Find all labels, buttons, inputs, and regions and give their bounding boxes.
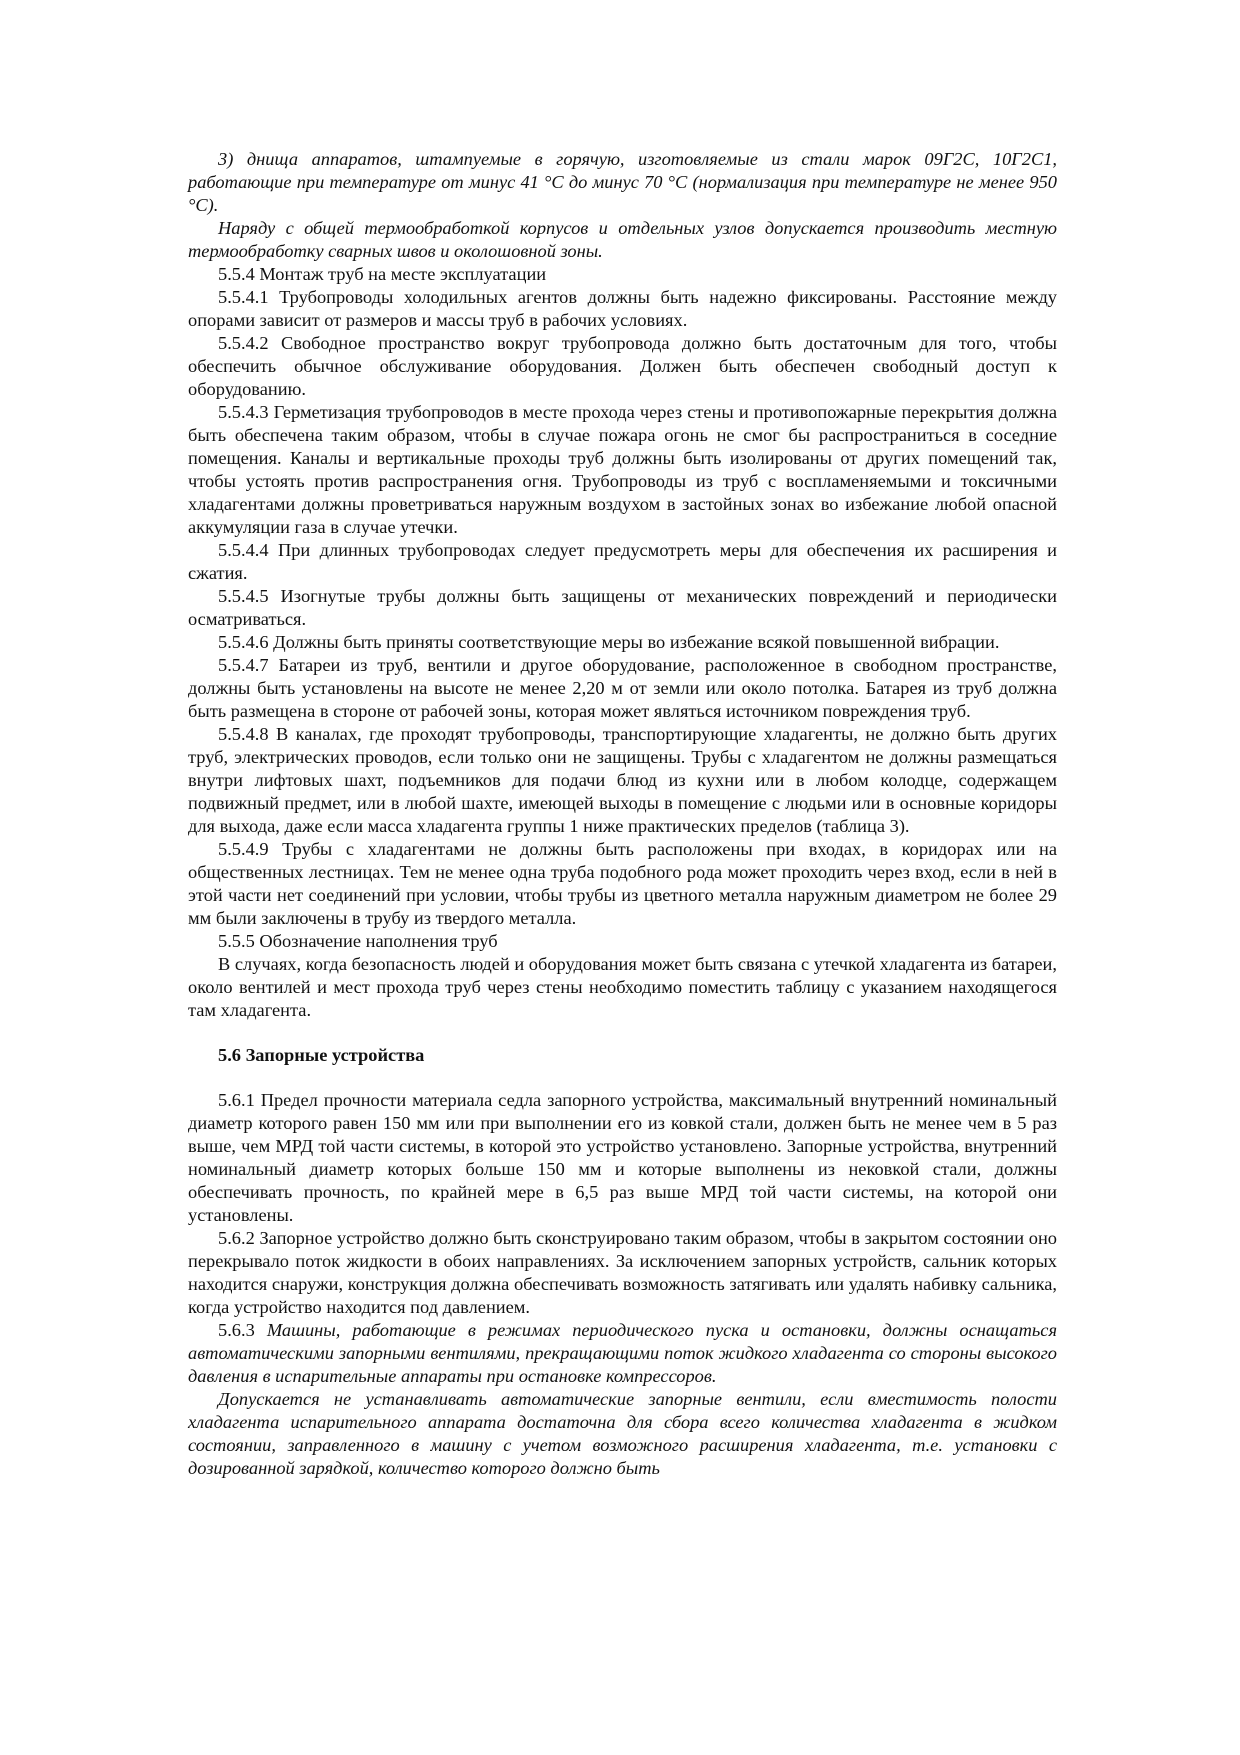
paragraph-item-3: 3) днища аппаратов, штампуемые в горячую, изготовляемые из стали марок 09Г2С, 10Г2С1, работающие при температуре от минус 41 °С до минус 70 °С (нормализация при температуре не менее 950 °С). xyxy=(188,149,1057,215)
paragraph-5-6-1: 5.6.1 Предел прочности материала седла запорного устройства, максимальный внутренний номинальный диаметр которого равен 150 мм или при выполнении его из ковкой стали, должен быть не менее чем в 5 раз выше, чем МРД той части системы, в которой это устройство установлено. Запорные устройства, внутренний номинальный диаметр которых больше 150 мм и которые выполнены из нековкой стали, должны обеспечивать прочность, по крайней мере в 6,5 раз выше МРД той части системы, на которой они установлены. xyxy=(188,1090,1057,1225)
paragraph-5-5-4-1: 5.5.4.1 Трубопроводы холодильных агентов должны быть надежно фиксированы. Расстояние между опорами зависит от размеров и массы труб в рабочих условиях. xyxy=(188,287,1057,330)
paragraph-auto-valves-exception: Допускается не устанавливать автоматические запорные вентили, если вместимость полости хладагента испарительного аппарата достаточна для сбора всего количества хладагента в жидком состоянии, заправленного в машину с учетом возможного расширения хладагента, т.е. установки с дозированной зарядкой, количество которого должно быть xyxy=(188,1389,1057,1478)
paragraph-5-5-4-7: 5.5.4.7 Батареи из труб, вентили и другое оборудование, расположенное в свободном пространстве, должны быть установлены на высоте не менее 2,20 м от земли или около потолка. Батарея из труб должна быть размещена в стороне от рабочей зоны, которая может являться источником повреждения труб. xyxy=(188,655,1057,721)
paragraph-5-5-4-9: 5.5.4.9 Трубы с хладагентами не должны быть расположены при входах, в коридорах или на общественных лестницах. Тем не менее одна труба подобного рода может проходить через вход, если в ней в этой части нет соединений при условии, чтобы трубы из цветного металла наружным диаметром не более 29 мм были заключены в трубу из твердого металла. xyxy=(188,839,1057,928)
paragraph-5-6-3 xyxy=(188,1319,1057,1388)
paragraph-5-6-3-number: 5.6.3 xyxy=(218,1320,267,1340)
paragraph-5-5-4-6: 5.5.4.6 Должны быть приняты соответствующие меры во избежание всякой повышенной вибрации. xyxy=(218,632,1000,652)
paragraph-5-5-4-3: 5.5.4.3 Герметизация трубопроводов в месте прохода через стены и противопожарные перекрытия должна быть обеспечена таким образом, чтобы в случае пожара огонь не смог бы распространиться в соседние помещения. Каналы и вертикальные проходы труб должны быть изолированы от других помещений так, чтобы устоять против распространения огня. Трубопроводы из труб с воспламеняемыми и токсичными хладагентами должны проветриваться наружным воздухом в застойных зонах во избежание любой опасной аккумуляции газа в случае утечки. xyxy=(188,402,1057,537)
section-heading-5-6: 5.6 Запорные устройства xyxy=(218,1045,425,1065)
paragraph-5-5-4-8: 5.5.4.8 В каналах, где проходят трубопроводы, транспортирующие хладагенты, не должно быть других труб, электрических проводов, если только они не защищены. Трубы с хладагентом не должны размещаться внутри лифтовых шахт, подъемников для подачи блюд из кухни или в любом колодце, содержащем подвижный предмет, или в любой шахте, имеющей выходы в помещение с людьми или в основные коридоры для выхода, даже если масса хладагента группы 1 ниже практических пределов (таблица 3). xyxy=(188,724,1057,836)
paragraph-pipe-labeling: В случаях, когда безопасность людей и оборудования может быть связана с утечкой хладагента из батареи, около вентилей и мест прохода труб через стены необходимо поместить таблицу с указанием находящегося там хладагента. xyxy=(188,954,1057,1020)
paragraph-5-5-4-5: 5.5.4.5 Изогнутые трубы должны быть защищены от механических повреждений и периодически осматриваться. xyxy=(188,586,1057,629)
paragraph-heat-treatment: Наряду с общей термообработкой корпусов и отдельных узлов допускается производить местную термообработку сварных швов и околошовной зоны. xyxy=(188,218,1057,261)
subsection-heading-5-5-5: 5.5.5 Обозначение наполнения труб xyxy=(218,931,498,951)
document-page xyxy=(188,148,1057,1480)
paragraph-5-5-4-2: 5.5.4.2 Свободное пространство вокруг трубопровода должно быть достаточным для того, чтобы обеспечить обычное обслуживание оборудования. Должен быть обеспечен свободный доступ к оборудованию. xyxy=(188,333,1057,399)
paragraph-5-6-2: 5.6.2 Запорное устройство должно быть сконструировано таким образом, чтобы в закрытом состоянии оно перекрывало поток жидкости в обоих направлениях. За исключением запорных устройств, сальник которых находится снаружи, конструкция должна обеспечивать возможность затягивать или удалять набивку сальника, когда устройство находится под давлением. xyxy=(188,1228,1057,1317)
subsection-heading-5-5-4: 5.5.4 Монтаж труб на месте эксплуатации xyxy=(218,264,547,284)
paragraph-5-6-3-text: Машины, работающие в режимах периодического пуска и остановки, должны оснащаться автоматическими запорными вентилями, прекращающими поток жидкого хладагента со стороны высокого давления в испарительные аппараты при остановке компрессоров. xyxy=(188,1320,1057,1386)
paragraph-5-5-4-4: 5.5.4.4 При длинных трубопроводах следует предусмотреть меры для обеспечения их расширения и сжатия. xyxy=(188,540,1057,583)
